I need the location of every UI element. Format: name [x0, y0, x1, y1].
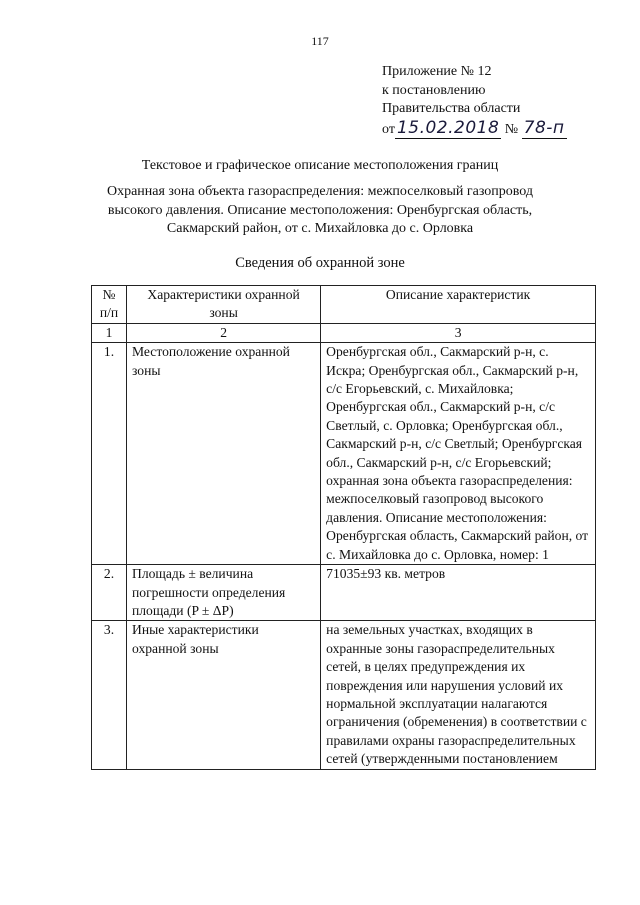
number-prefix: № — [504, 121, 519, 137]
row-number: 3. — [92, 621, 127, 769]
row-number: 1. — [92, 343, 127, 565]
table-row — [92, 343, 596, 565]
handwritten-date: 15.02.2018 — [396, 117, 500, 138]
sub-heading-line: Охранная зона объекта газораспределения: межпоселковый газопровод — [106, 184, 534, 199]
header-description: Описание характеристик — [321, 286, 596, 324]
appendix-resolution: к постановлению — [382, 82, 486, 98]
row-description: на земельных участках, входящих в охранные зоны газораспределительных сетей, в целях предупреждения их повреждения или нарушения условий их нормальной эксплуатации налагаются ограничения (обременения) в соответствии с правилами охраны газораспределительных сетей (утвержденными постановлением — [321, 621, 596, 769]
appendix-title: Приложение № 12 — [382, 64, 492, 79]
sub-heading — [0, 183, 640, 239]
row-number: 2. — [92, 565, 127, 621]
column-number: 3 — [321, 323, 596, 342]
zone-table — [91, 285, 596, 770]
table-row — [92, 621, 596, 769]
appendix-block — [382, 63, 567, 139]
header-number: № п/п — [92, 286, 127, 324]
appendix-date-line — [382, 119, 567, 140]
main-heading: Текстовое и графическое описание местоположения границ — [141, 158, 499, 173]
row-description: 71035±93 кв. метров — [321, 565, 596, 621]
row-characteristic: Иные характеристики охранной зоны — [127, 621, 321, 769]
column-number: 1 — [92, 323, 127, 342]
section-heading: Сведения об охранной зоне — [235, 255, 405, 271]
table-header-row — [92, 286, 596, 324]
column-number-row — [92, 323, 596, 342]
from-prefix: от — [382, 121, 395, 137]
appendix-government: Правительства области — [382, 101, 521, 116]
header-characteristic: Характеристики охранной зоны — [127, 286, 321, 324]
row-characteristic: Местоположение охранной зоны — [127, 343, 321, 565]
sub-heading-line: Сакмарский район, от с. Михайловка до с. Орловка — [166, 221, 474, 236]
row-description: Оренбургская обл., Сакмарский р-н, с. Искра; Оренбургская обл., Сакмарский р-н, с/с Егорьевский, с. Михайловка; Оренбургская обл., Сакмарский р-н, с/с Светлый, с. Орловка; Оренбургская обл., Сакмарский р-н, с/с Светлый; Оренбургская обл., Сакмарский р-н, с/с Егорьевский; охранная зона объекта газораспределения: межпоселковый газопровод высокого давления. Описание местоположения: Оренбургская область, Сакмарский район, от с. Михайловка до с. Орловка, номер: 1 — [321, 343, 596, 565]
column-number: 2 — [127, 323, 321, 342]
sub-heading-line: высокого давления. Описание местоположения: Оренбургская область, — [107, 202, 533, 218]
row-characteristic: Площадь ± величина погрешности определения площади (P ± ΔP) — [127, 565, 321, 621]
table-row — [92, 565, 596, 621]
page-number: 117 — [311, 34, 329, 48]
handwritten-number: 78-п — [523, 117, 565, 138]
